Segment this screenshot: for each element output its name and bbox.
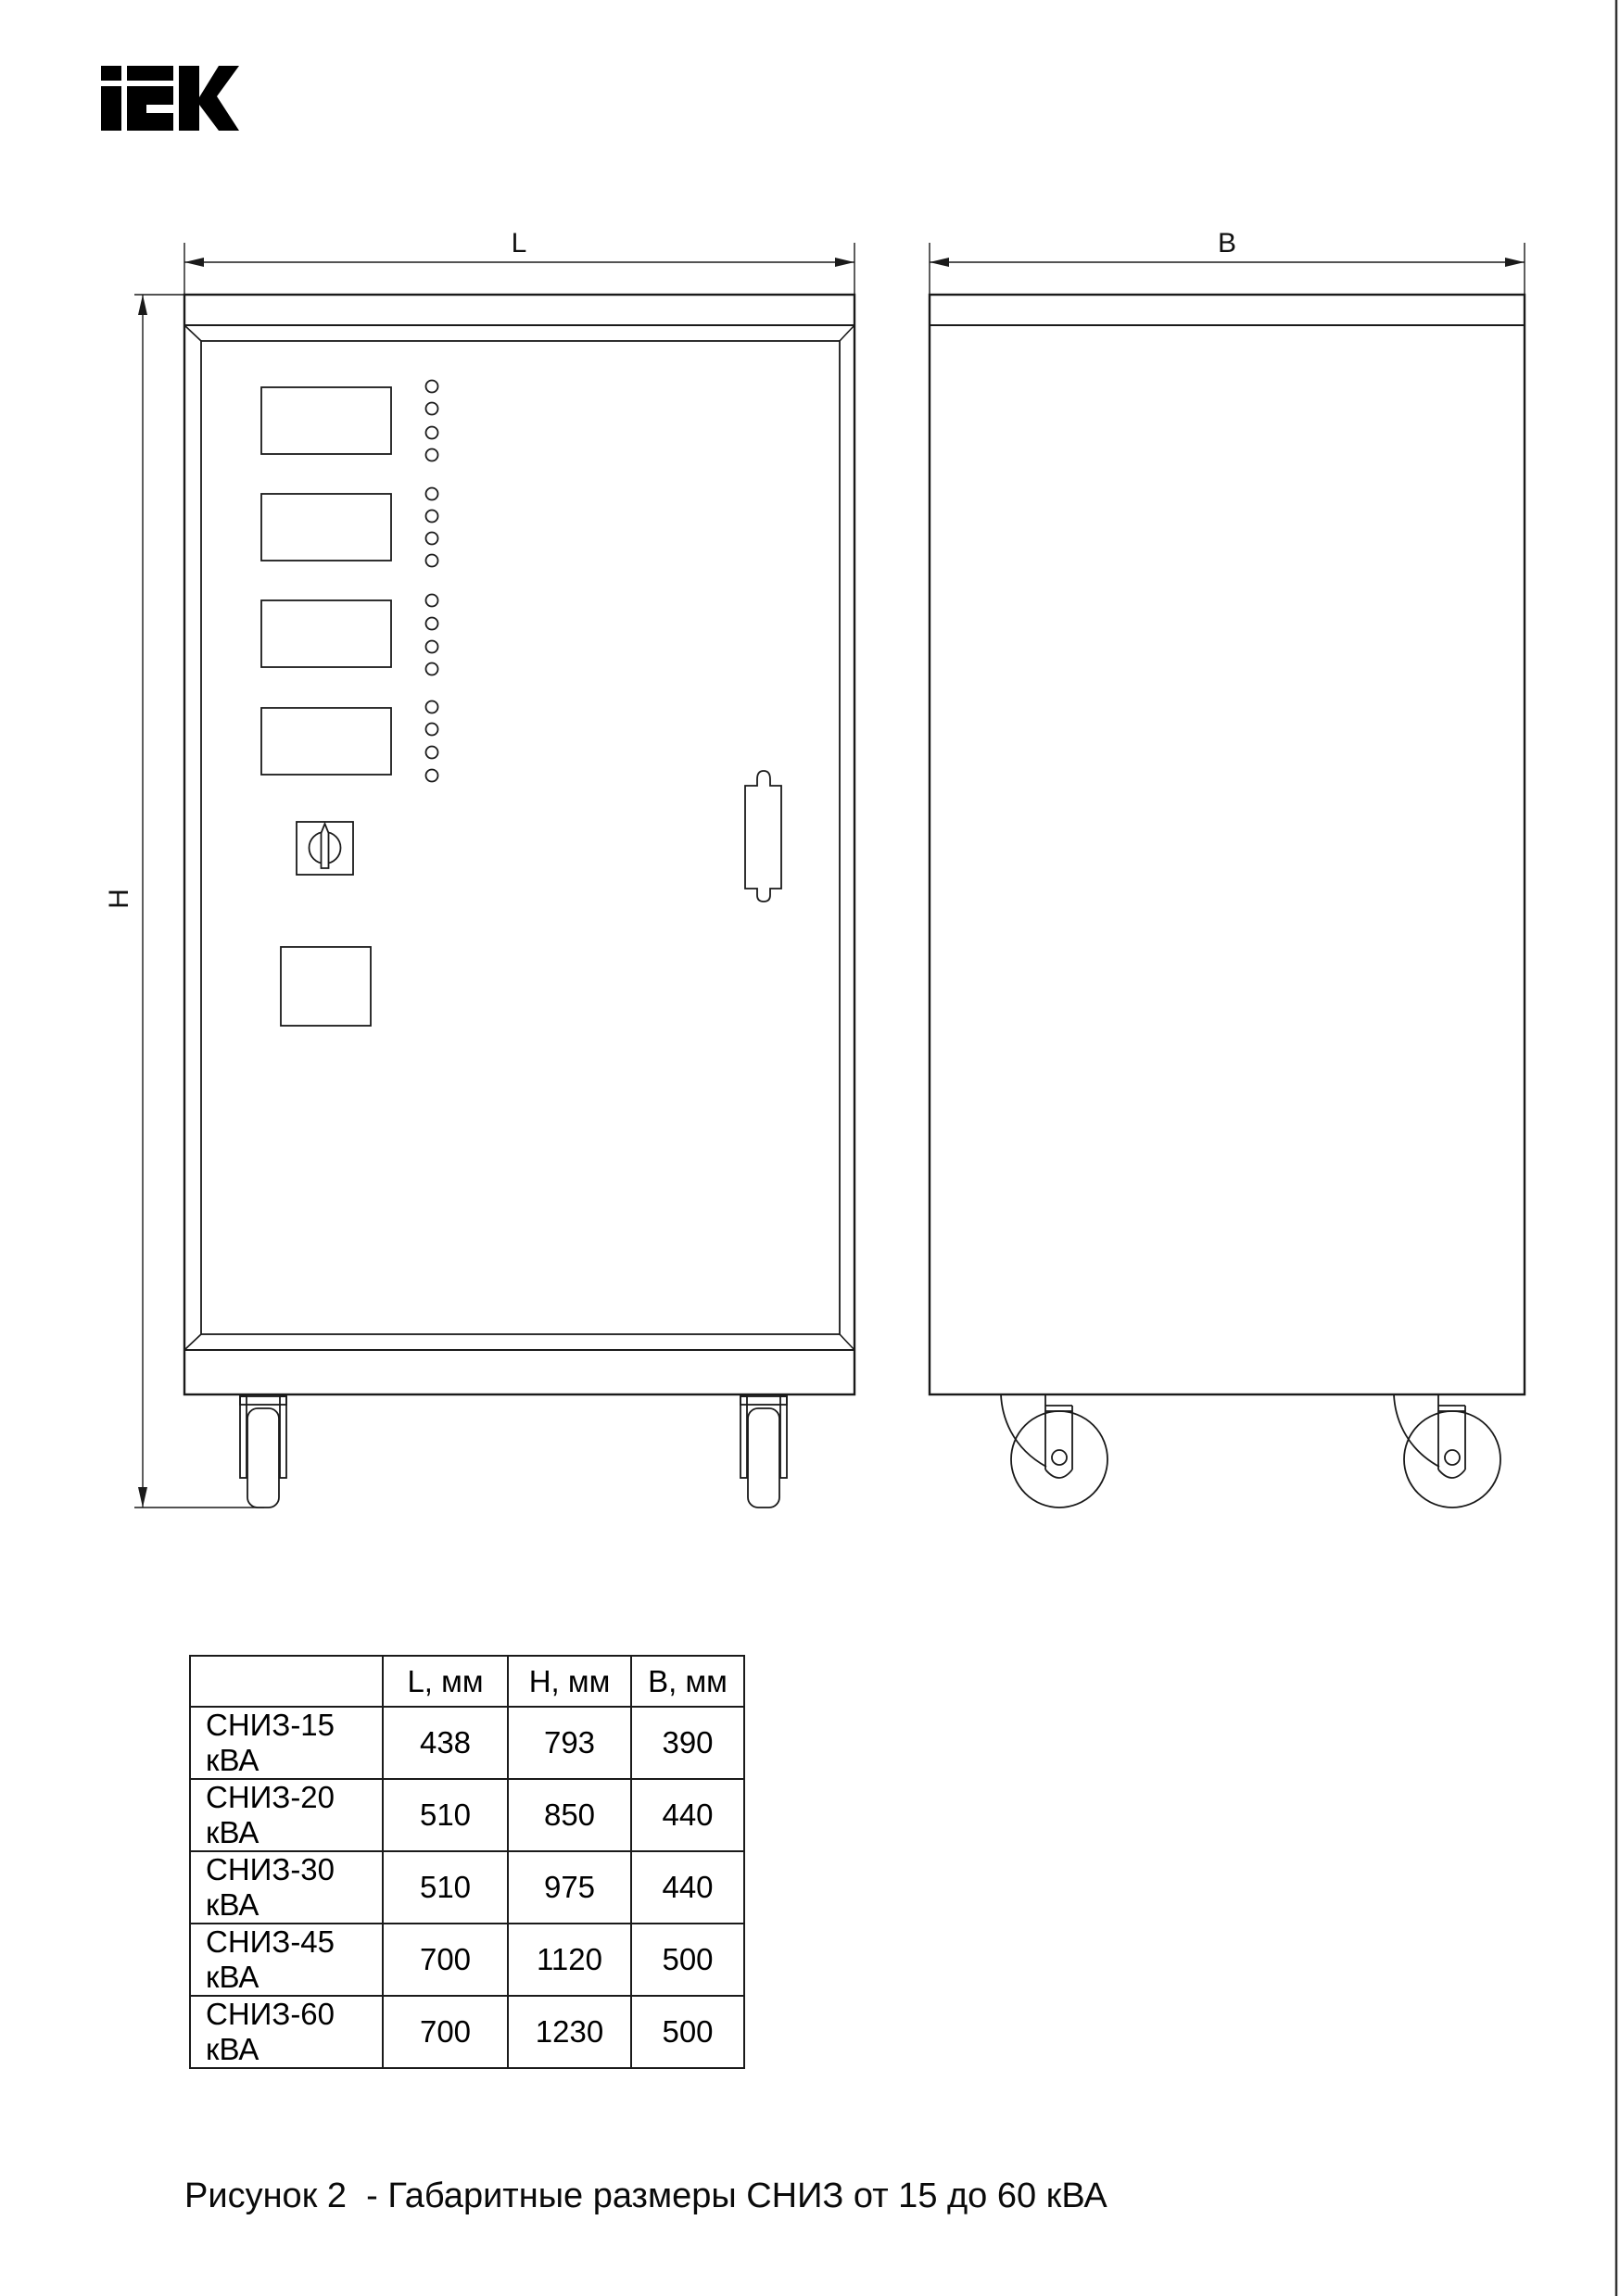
iek-logo bbox=[101, 66, 239, 131]
side-view bbox=[930, 243, 1525, 1508]
side-cabinet-frame bbox=[930, 295, 1525, 1394]
value-l: 510 bbox=[383, 1851, 508, 1924]
value-h: 1230 bbox=[508, 1996, 631, 2068]
side-caster-right bbox=[1394, 1394, 1500, 1508]
arrow-up-icon bbox=[138, 295, 147, 315]
table-row bbox=[190, 1851, 744, 1924]
wheel-axle bbox=[1052, 1450, 1067, 1465]
value-b: 440 bbox=[631, 1779, 744, 1851]
arrow-down-icon bbox=[138, 1487, 147, 1508]
front-cabinet-frame bbox=[184, 295, 854, 1394]
dimensions-table bbox=[189, 1655, 745, 2069]
value-b: 500 bbox=[631, 1996, 744, 2068]
arrow-left-icon bbox=[930, 258, 949, 267]
wheel-axle bbox=[1445, 1450, 1460, 1465]
arrow-right-icon bbox=[1505, 258, 1525, 267]
caster-wheel bbox=[748, 1408, 779, 1508]
value-l: 438 bbox=[383, 1707, 508, 1779]
header-model bbox=[190, 1656, 383, 1707]
value-b: 440 bbox=[631, 1851, 744, 1924]
logo-i-stem bbox=[101, 86, 121, 131]
value-l: 510 bbox=[383, 1779, 508, 1851]
model-name: СНИЗ-20 кВА bbox=[190, 1779, 383, 1851]
value-l: 700 bbox=[383, 1996, 508, 2068]
figure-caption: Рисунок 2 - Габаритные размеры СНИЗ от 15 до 60 кВА bbox=[184, 2176, 1107, 2215]
value-b: 390 bbox=[631, 1707, 744, 1779]
table-row bbox=[190, 1779, 744, 1851]
model-name: СНИЗ-45 кВА bbox=[190, 1924, 383, 1996]
front-view bbox=[134, 243, 854, 1508]
arrow-left-icon bbox=[184, 258, 204, 267]
table-row bbox=[190, 1707, 744, 1779]
value-b: 500 bbox=[631, 1924, 744, 1996]
caster-wheel bbox=[247, 1408, 279, 1508]
header-b: B, мм bbox=[631, 1656, 744, 1707]
model-name: СНИЗ-15 кВА bbox=[190, 1707, 383, 1779]
swivel-bracket bbox=[1001, 1394, 1046, 1467]
model-name: СНИЗ-60 кВА bbox=[190, 1996, 383, 2068]
value-h: 850 bbox=[508, 1779, 631, 1851]
value-l: 700 bbox=[383, 1924, 508, 1996]
header-l: L, мм bbox=[383, 1656, 508, 1707]
table-row bbox=[190, 1996, 744, 2068]
logo-e-body bbox=[127, 86, 173, 131]
dim-label-l: L bbox=[511, 228, 527, 259]
model-name: СНИЗ-30 кВА bbox=[190, 1851, 383, 1924]
dim-label-h: H bbox=[104, 889, 134, 909]
value-h: 1120 bbox=[508, 1924, 631, 1996]
front-caster-right bbox=[740, 1396, 787, 1508]
table-header-row bbox=[190, 1656, 744, 1707]
swivel-bracket bbox=[1394, 1394, 1439, 1467]
dim-label-b: B bbox=[1217, 228, 1237, 259]
value-h: 975 bbox=[508, 1851, 631, 1924]
logo-e-top bbox=[127, 66, 173, 81]
arrow-right-icon bbox=[835, 258, 854, 267]
side-caster-left bbox=[1001, 1394, 1107, 1508]
logo-k-stem bbox=[179, 66, 199, 131]
logo-k-arms bbox=[199, 66, 239, 131]
table-row bbox=[190, 1924, 744, 1996]
front-caster-left bbox=[240, 1396, 286, 1508]
header-h: H, мм bbox=[508, 1656, 631, 1707]
switch-knob bbox=[322, 824, 329, 868]
value-h: 793 bbox=[508, 1707, 631, 1779]
logo-i-dot bbox=[101, 66, 121, 81]
